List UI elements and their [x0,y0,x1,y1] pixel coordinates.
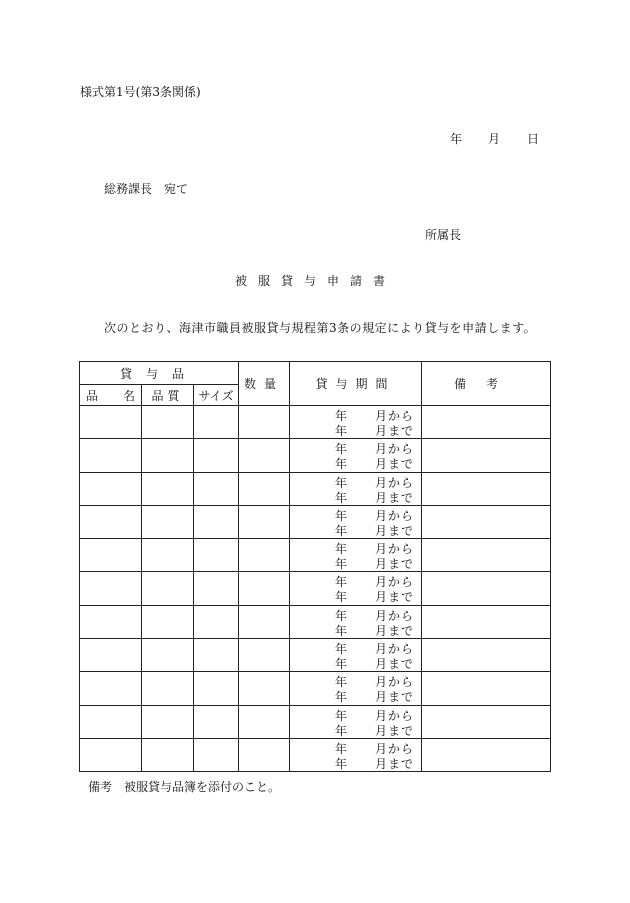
cell-quantity[interactable] [239,539,290,572]
period-from-month: 月から [375,442,415,457]
cell-quality[interactable] [142,572,194,605]
cell-item-name[interactable] [80,605,142,638]
cell-quantity[interactable] [239,505,290,538]
cell-quality[interactable] [142,738,194,771]
period-to-year: 年 [335,457,348,472]
cell-remarks[interactable] [422,539,551,572]
table-row [80,505,551,538]
cell-remarks[interactable] [422,672,551,705]
cell-remarks[interactable] [422,472,551,505]
cell-quality[interactable] [142,406,194,439]
table-row [80,605,551,638]
cell-quality[interactable] [142,539,194,572]
period-from-year: 年 [335,442,348,457]
period-from-year: 年 [335,675,348,690]
cell-size[interactable] [194,406,239,439]
cell-loan-period[interactable] [290,472,422,505]
period-to-year: 年 [335,590,348,605]
cell-loan-period[interactable] [290,572,422,605]
cell-quality[interactable] [142,639,194,672]
period-from-year: 年 [335,575,348,590]
date-day-label: 日 [527,132,540,146]
cell-loan-period[interactable] [290,539,422,572]
period-to-year: 年 [335,424,348,438]
cell-quantity[interactable] [239,572,290,605]
table-row [80,472,551,505]
cell-loan-period[interactable] [290,672,422,705]
period-to-year: 年 [335,523,348,538]
period-to-month: 月まで [375,756,415,771]
period-from-month: 月から [375,608,415,623]
cell-quality[interactable] [142,605,194,638]
period-from-month: 月から [375,475,415,490]
period-to-month: 月まで [375,457,415,472]
table-row [80,639,551,672]
header-item-name-char-2: 名 [122,388,135,403]
cell-item-name[interactable] [80,505,142,538]
cell-item-name[interactable] [80,705,142,738]
cell-loan-period[interactable] [290,439,422,472]
table-row [80,439,551,472]
cell-quantity[interactable] [239,406,290,439]
header-remarks: 備考 [422,362,551,406]
period-to-month: 月まで [375,424,415,438]
period-to-year: 年 [335,756,348,771]
table-row [80,705,551,738]
cell-item-name[interactable] [80,738,142,771]
cell-item-name[interactable] [80,472,142,505]
cell-item-name[interactable] [80,539,142,572]
period-to-month: 月まで [375,723,415,738]
cell-remarks[interactable] [422,572,551,605]
period-from-year: 年 [335,608,348,623]
cell-quality[interactable] [142,705,194,738]
header-size: サイズ [194,385,239,406]
footer-note: 備考 被服貸与品簿を添付のこと。 [88,780,281,794]
header-item-name [80,385,142,406]
cell-size[interactable] [194,539,239,572]
period-to-year: 年 [335,657,348,672]
cell-loan-period[interactable] [290,605,422,638]
cell-size[interactable] [194,705,239,738]
period-to-year: 年 [335,623,348,638]
period-from-year: 年 [335,409,348,423]
cell-remarks[interactable] [422,605,551,638]
cell-item-name[interactable] [80,439,142,472]
period-from-year: 年 [335,642,348,657]
cell-remarks[interactable] [422,705,551,738]
period-from-month: 月から [375,508,415,523]
cell-loan-period[interactable] [290,505,422,538]
period-from-month: 月から [375,409,415,423]
cell-quantity[interactable] [239,472,290,505]
cell-loan-period[interactable] [290,639,422,672]
document-title: 被服貸与申請書 [235,274,397,288]
intro-text: 次のとおり、海津市職員被服貸与規程第3条の規定により貸与を申請します。 [104,321,537,335]
cell-remarks[interactable] [422,738,551,771]
cell-remarks[interactable] [422,406,551,439]
period-to-month: 月まで [375,657,415,672]
period-to-month: 月まで [375,523,415,538]
period-from-month: 月から [375,642,415,657]
cell-item-name[interactable] [80,672,142,705]
period-to-year: 年 [335,690,348,705]
period-from-month: 月から [375,542,415,557]
date-year-label: 年 [450,132,463,146]
header-loan-period: 貸与期間 [290,362,422,406]
date-month-label: 月 [488,132,501,146]
period-to-year: 年 [335,723,348,738]
cell-quality[interactable] [142,672,194,705]
header-quantity: 数量 [239,362,290,406]
period-to-month: 月まで [375,690,415,705]
cell-quantity[interactable] [239,605,290,638]
period-from-year: 年 [335,741,348,756]
cell-quantity[interactable] [239,738,290,771]
period-to-month: 月まで [375,590,415,605]
period-from-year: 年 [335,542,348,557]
cell-size[interactable] [194,572,239,605]
table-row [80,672,551,705]
cell-quality[interactable] [142,472,194,505]
period-from-month: 月から [375,708,415,723]
cell-item-name[interactable] [80,572,142,605]
cell-size[interactable] [194,738,239,771]
cell-size[interactable] [194,472,239,505]
period-from-year: 年 [335,508,348,523]
period-to-year: 年 [335,557,348,572]
table-row [80,572,551,605]
cell-quantity[interactable] [239,705,290,738]
period-to-year: 年 [335,490,348,505]
applicant-label: 所属長 [425,228,462,242]
cell-size[interactable] [194,639,239,672]
cell-remarks[interactable] [422,639,551,672]
header-loan-items: 貸与品 [80,362,239,385]
header-item-name-char-1: 品 [86,388,99,403]
period-to-month: 月まで [375,623,415,638]
addressee: 総務課長 宛て [104,182,189,196]
cell-item-name[interactable] [80,406,142,439]
header-quality: 品質 [142,385,194,406]
period-from-month: 月から [375,741,415,756]
cell-remarks[interactable] [422,439,551,472]
cell-size[interactable] [194,605,239,638]
cell-quantity[interactable] [239,672,290,705]
form-number: 様式第1号(第3条関係) [80,85,201,99]
cell-quantity[interactable] [239,439,290,472]
period-to-month: 月まで [375,490,415,505]
cell-loan-period[interactable] [290,705,422,738]
table-row [80,406,551,439]
cell-loan-period[interactable] [290,738,422,771]
cell-size[interactable] [194,505,239,538]
cell-size[interactable] [194,439,239,472]
period-from-month: 月から [375,675,415,690]
period-from-year: 年 [335,475,348,490]
cell-quality[interactable] [142,439,194,472]
cell-remarks[interactable] [422,505,551,538]
cell-quantity[interactable] [239,639,290,672]
loan-items-table [79,361,551,772]
cell-loan-period[interactable] [290,406,422,439]
cell-item-name[interactable] [80,639,142,672]
period-to-month: 月まで [375,557,415,572]
period-from-month: 月から [375,575,415,590]
table-row [80,539,551,572]
cell-quality[interactable] [142,505,194,538]
period-from-year: 年 [335,708,348,723]
cell-size[interactable] [194,672,239,705]
table-row [80,738,551,771]
